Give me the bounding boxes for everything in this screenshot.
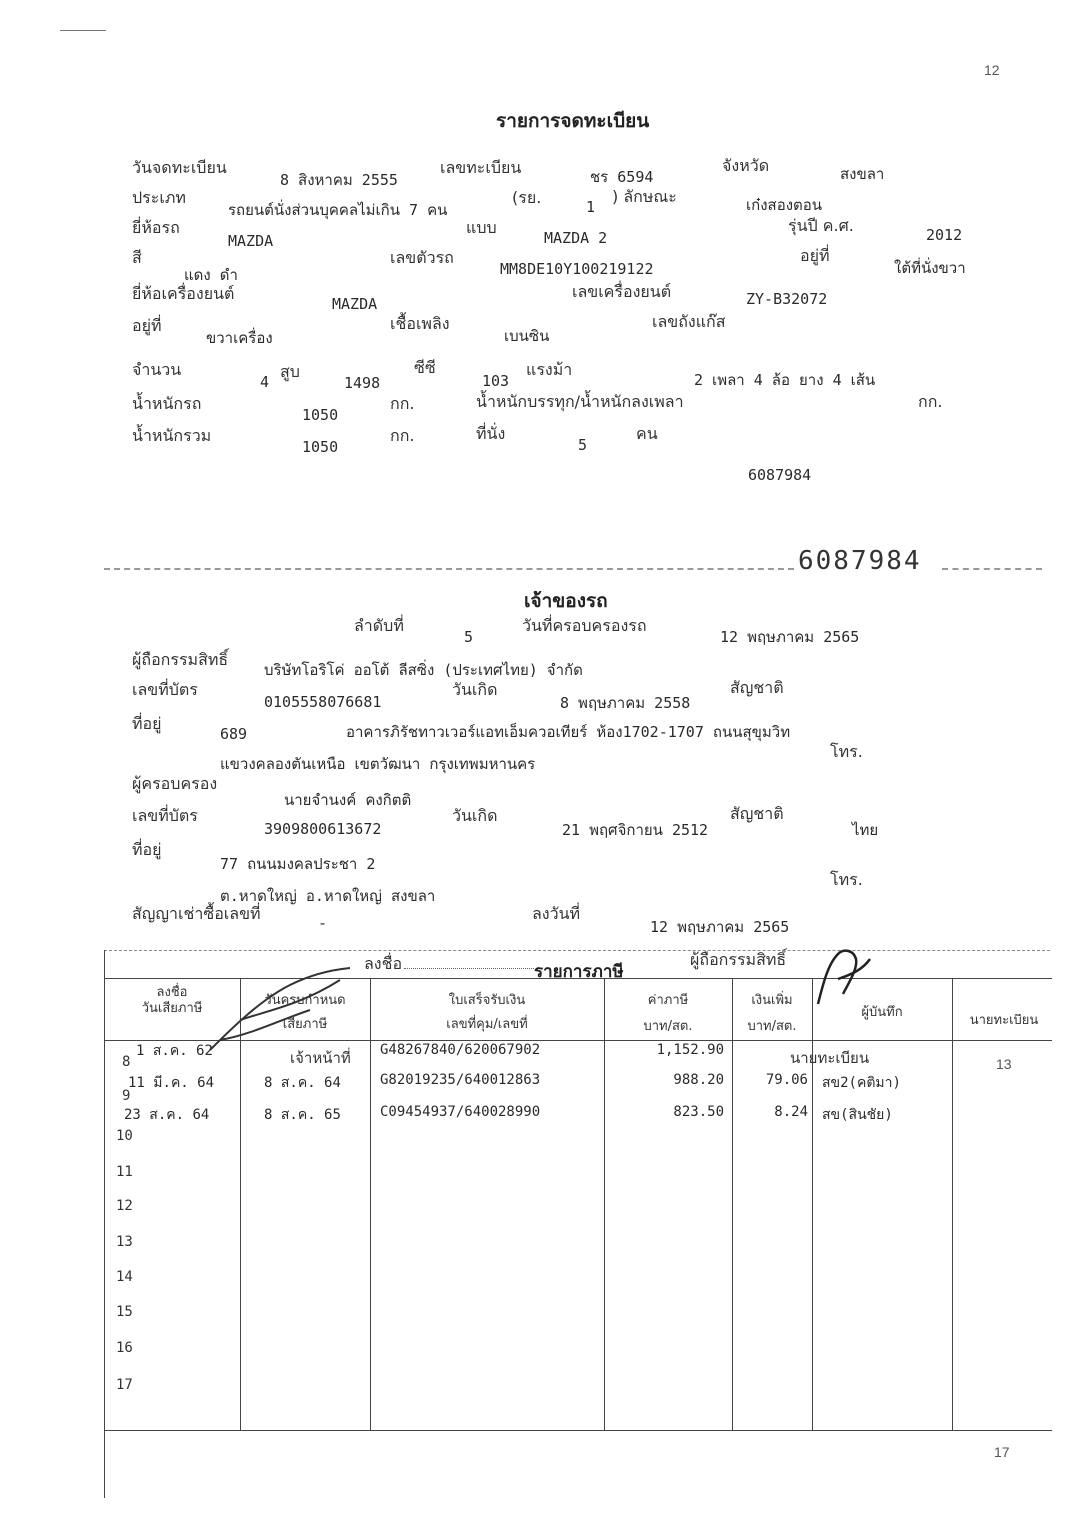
location-label: อยู่ที่	[800, 246, 830, 265]
possessor-name-value: นายจำนงค์ คงกิตติ	[284, 791, 412, 809]
body-value: เก๋งสองตอน	[746, 196, 823, 214]
reg-date-value: 8 สิงหาคม 2555	[280, 171, 398, 189]
weight-label: น้ำหนักรถ	[132, 394, 202, 413]
phone2-label: โทร.	[830, 870, 863, 889]
pay-date: 1 ส.ค. 62	[136, 1043, 213, 1059]
address-line1: อาคารภิรัชทาวเวอร์แอทเอ็มควอเทียร์ ห้อง1702-1707 ถนนสุขุมวิท	[346, 723, 791, 741]
address2-label: ที่อยู่	[132, 840, 162, 859]
registrar-signature	[808, 944, 878, 1014]
sign-date-label: ลงวันที่	[532, 904, 581, 923]
side-number: 13	[996, 1056, 1012, 1072]
possession-date-value: 12 พฤษภาคม 2565	[720, 628, 860, 646]
seats-value: 5	[578, 436, 588, 454]
owner-label: ผู้ถือกรรมสิทธิ์	[132, 650, 229, 669]
tax-amount: 823.50	[673, 1104, 724, 1120]
engine-location-label: อยู่ที่	[132, 316, 162, 335]
possessor-label: ผู้ครอบครอง	[132, 774, 218, 793]
cyl-value: 4	[260, 373, 270, 391]
overlay-officer: เจ้าหน้าที่	[290, 1049, 351, 1067]
birth-label: วันเกิด	[452, 680, 498, 699]
possession-date-label: วันที่ครอบครองรถ	[522, 616, 647, 635]
pay-date: 11 มี.ค. 64	[128, 1075, 215, 1091]
lease-value: -	[318, 914, 328, 932]
vin-label: เลขตัวรถ	[390, 248, 454, 267]
row-number: 15	[116, 1304, 133, 1320]
phone-label: โทร.	[830, 742, 863, 761]
col-divider-3	[604, 978, 605, 1430]
color-value: แดง ดำ	[184, 266, 238, 284]
year-value: 2012	[926, 226, 963, 244]
row-number: 10	[116, 1128, 133, 1144]
total-weight-label: น้ำหนักรวม	[132, 426, 212, 445]
header-due: วันครบกำหนด	[264, 993, 346, 1008]
row-number: 16	[116, 1340, 133, 1356]
lease-label: สัญญาเช่าซื้อเลขที่	[132, 904, 261, 923]
sign-line	[404, 968, 534, 969]
section-divider	[104, 568, 794, 570]
owner-name-value: บริษัทโอริโค่ ออโต้ ลีสซิ่ง (ประเทศไทย) จำกัด	[264, 661, 583, 679]
stamp-number-large: 6087984	[798, 546, 922, 576]
card-no-value: 0105558076681	[264, 693, 382, 711]
header-due-2: เสียภาษี	[282, 1017, 328, 1032]
header-receipt: ใบเสร็จรับเงิน	[448, 993, 526, 1008]
address-line2: แขวงคลองตันเหนือ เขตวัฒนา กรุงเทพมหานคร	[220, 755, 536, 773]
due-date: 8 ส.ค. 64	[264, 1075, 341, 1091]
page-number-bottom: 17	[994, 1444, 1010, 1460]
nationality-label: สัญชาติ	[730, 678, 784, 697]
plate-label: เลขทะเบียน	[440, 158, 522, 177]
axles-value: 2 เพลา 4 ล้อ ยาง 4 เส้น	[694, 371, 876, 389]
nationality2-value: ไทย	[852, 821, 879, 839]
model-label: แบบ	[466, 218, 497, 237]
receipt-no: C09454937/640028990	[380, 1104, 541, 1120]
hp-label: แรงม้า	[526, 360, 573, 379]
corner-mark	[60, 30, 106, 31]
birth2-label: วันเกิด	[452, 806, 498, 825]
plate-value: ชร 6594	[590, 168, 654, 186]
row-number: 12	[116, 1198, 133, 1214]
vin-value: MM8DE10Y100219122	[500, 260, 654, 278]
tax-table-top-border	[104, 950, 1050, 951]
brand-value: MAZDA	[228, 232, 274, 250]
reg-date-label: วันจดทะเบียน	[132, 158, 227, 177]
sign-date-value: 12 พฤษภาคม 2565	[650, 918, 790, 936]
total-kg-label: กก.	[390, 426, 415, 445]
header-surcharge-2: บาท/สต.	[747, 1019, 797, 1034]
vin-location-value: ใต้ที่นั่งขวา	[894, 259, 966, 277]
tax-amount: 988.20	[673, 1072, 724, 1088]
persons-label: คน	[636, 424, 658, 443]
recorder: สข2(คติมา)	[822, 1075, 901, 1091]
province-label: จังหวัด	[722, 156, 770, 175]
tax-title: รายการภาษี	[534, 962, 624, 982]
order-label: ลำดับที่	[354, 616, 404, 635]
card-no-label: เลขที่บัตร	[132, 680, 198, 699]
nationality2-label: สัญชาติ	[730, 804, 784, 823]
engine-brand-value: MAZDA	[332, 295, 378, 313]
page-number-top: 12	[984, 62, 1000, 78]
due-date: 8 ส.ค. 65	[264, 1107, 341, 1123]
engine-location-value: ขวาเครื่อง	[206, 329, 273, 347]
count-label: จำนวน	[132, 360, 182, 379]
load-axle-label: น้ำหนักบรรทุก/น้ำหนักลงเพลา	[476, 392, 684, 411]
row-number: 17	[116, 1377, 133, 1393]
row-number: 11	[116, 1164, 133, 1180]
row-number: 9	[122, 1088, 131, 1104]
header-sign: ลงชื่อ	[156, 985, 188, 1000]
weight-kg-label: กก.	[390, 394, 415, 413]
load-kg-label: กก.	[918, 392, 943, 411]
seats-label: ที่นั่ง	[476, 424, 506, 443]
registration-title: รายการจดทะเบียน	[496, 110, 650, 132]
hp-value: 103	[482, 372, 510, 390]
card-no2-label: เลขที่บัตร	[132, 806, 198, 825]
address2-line2: ต.หาดใหญ่ อ.หาดใหญ่ สงขลา	[220, 887, 436, 905]
engine-brand-label: ยี่ห้อเครื่องยนต์	[132, 284, 235, 303]
header-receipt-2: เลขที่คุม/เลขที่	[446, 1017, 528, 1032]
header-surcharge: เงินเพิ่ม	[751, 993, 793, 1008]
officer-signature	[200, 960, 370, 1060]
body-label: ) ลักษณะ	[612, 187, 677, 206]
ry-open-label: (รย.	[512, 188, 542, 207]
engine-no-label: เลขเครื่องยนต์	[572, 282, 672, 301]
address2-line1: 77 ถนนมงคลประชา 2	[220, 855, 376, 873]
header-recorder: ผู้บันทึก	[861, 1005, 903, 1020]
receipt-no: G82019235/640012863	[380, 1072, 541, 1088]
fuel-value: เบนซิน	[504, 327, 550, 345]
birth2-value: 21 พฤศจิกายน 2512	[562, 821, 709, 839]
engine-no-value: ZY-B32072	[746, 290, 828, 308]
row-number: 13	[116, 1234, 133, 1250]
birth-value: 8 พฤษภาคม 2558	[560, 694, 691, 712]
sign-label: ลงชื่อ	[364, 954, 403, 973]
overlay-registrar: นายทะเบียน	[790, 1049, 870, 1067]
header-registrar: นายทะเบียน	[969, 1014, 1039, 1028]
pay-date: 23 ส.ค. 64	[124, 1107, 210, 1123]
color-label: สี	[132, 248, 142, 267]
col-divider-2	[370, 978, 371, 1430]
model-value: MAZDA 2	[544, 229, 608, 247]
tank-no-label: เลขถังแก๊ส	[652, 312, 726, 331]
owner-title: เจ้าของรถ	[524, 590, 608, 612]
ry-value: 1	[586, 198, 596, 216]
col-divider-6	[952, 978, 953, 1430]
brand-label: ยี่ห้อรถ	[132, 218, 180, 237]
owner-sign-label: ผู้ถือกรรมสิทธิ์	[690, 950, 787, 969]
province-value: สงขลา	[840, 165, 885, 183]
receipt-no: G48267840/620067902	[380, 1042, 541, 1058]
col-divider-4	[732, 978, 733, 1430]
weight-value: 1050	[302, 406, 339, 424]
stamp-number: 6087984	[748, 466, 812, 484]
fuel-label: เชื้อเพลิง	[390, 314, 450, 333]
type-value: รถยนต์นั่งส่วนบุคคลไม่เกิน 7 คน	[228, 201, 448, 219]
header-tax-2: บาท/สต.	[643, 1019, 693, 1034]
recorder: สข(สินชัย)	[822, 1107, 893, 1123]
cc-label: ซีซี	[414, 358, 436, 377]
type-label: ประเภท	[132, 188, 186, 207]
total-weight-value: 1050	[302, 438, 339, 456]
cc-value: 1498	[344, 374, 381, 392]
surcharge: 79.06	[765, 1072, 808, 1088]
row-number: 8	[122, 1054, 131, 1070]
row-number: 14	[116, 1269, 133, 1285]
address-number: 689	[220, 725, 248, 743]
header-pay-date: วันเสียภาษี	[141, 1001, 203, 1016]
tax-table-left-border	[104, 950, 105, 1498]
surcharge: 8.24	[774, 1104, 808, 1120]
section-divider-right	[942, 568, 1042, 570]
card-no2-value: 3909800613672	[264, 820, 382, 838]
cyl-label: สูบ	[280, 362, 300, 381]
address-label: ที่อยู่	[132, 714, 162, 733]
tax-table-bottom	[104, 1430, 1052, 1431]
tax-amount: 1,152.90	[656, 1042, 724, 1058]
order-value: 5	[464, 628, 474, 646]
header-tax: ค่าภาษี	[647, 993, 689, 1008]
year-label: รุ่นปี ค.ศ.	[788, 216, 854, 235]
